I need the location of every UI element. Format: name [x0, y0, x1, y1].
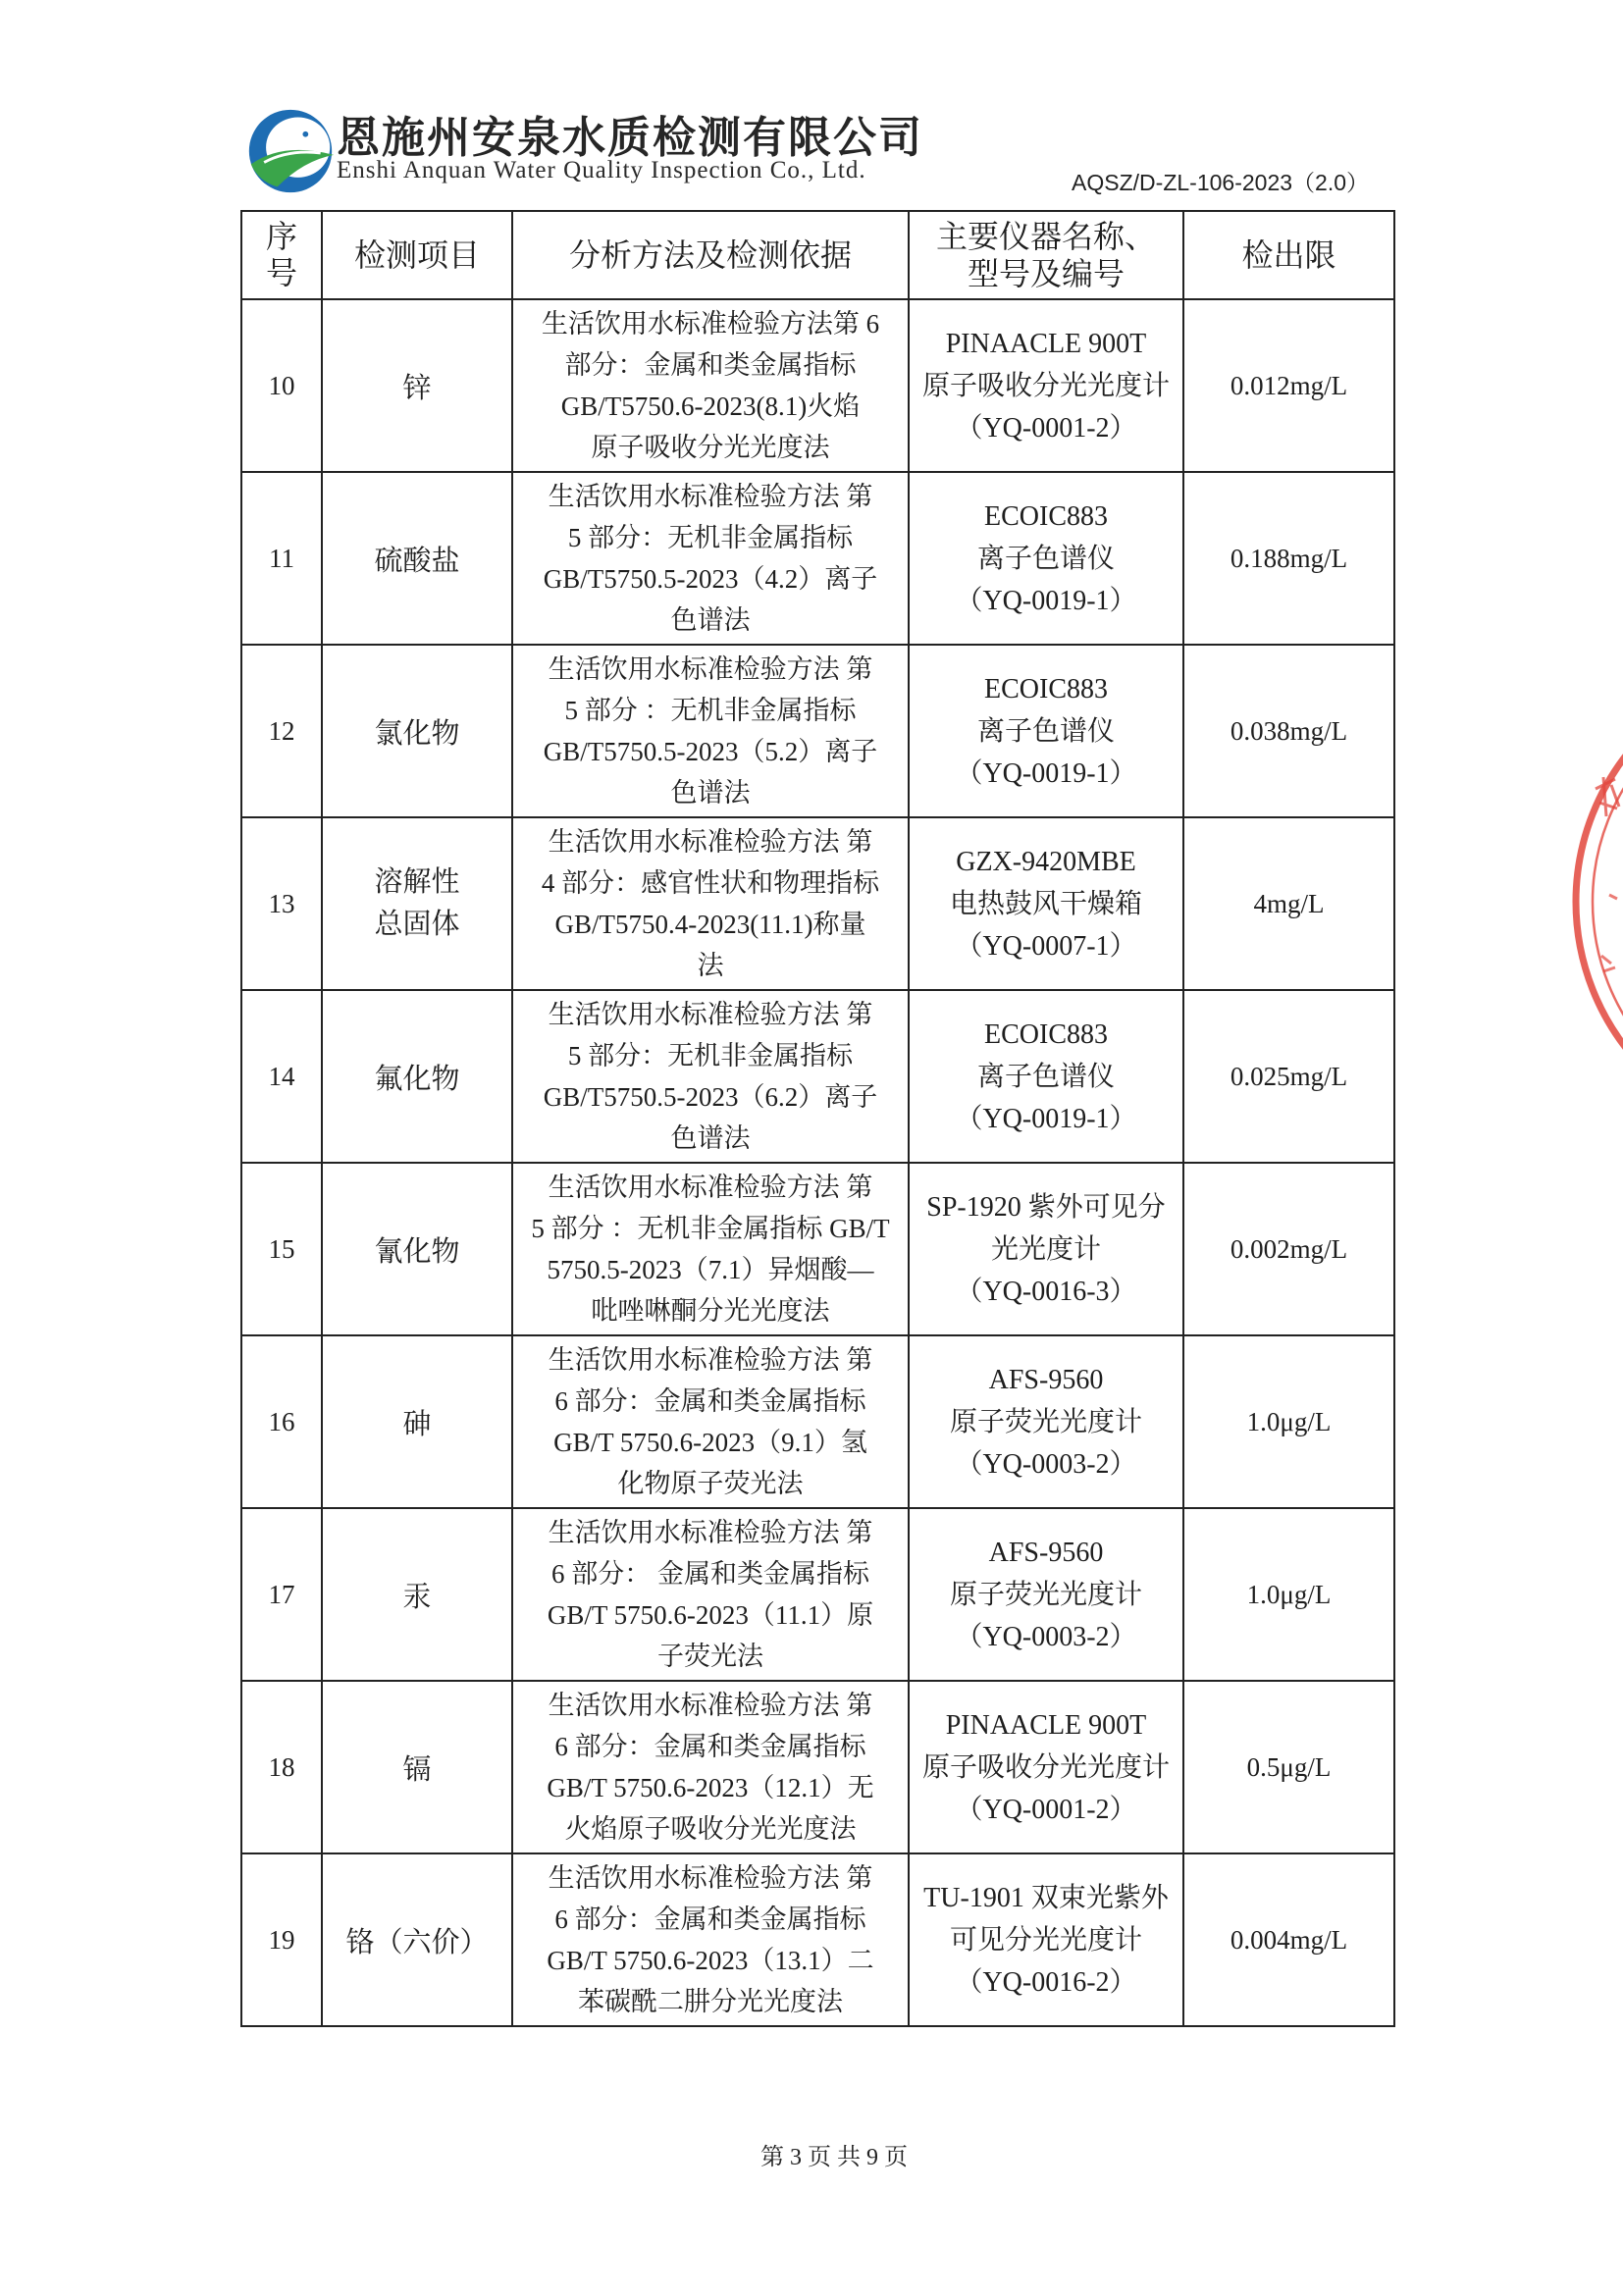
method-line: 吡唑啉酮分光光度法	[591, 1296, 830, 1326]
table-row	[241, 1335, 1394, 1508]
test-item: 镉	[322, 1681, 512, 1853]
test-item: 砷	[322, 1335, 512, 1508]
test-item: 铬（六价）	[322, 1853, 512, 2026]
company-name-cn: 恩施州安泉水质检测有限公司	[337, 113, 923, 163]
method-line: 火焰原子吸收分光光度法	[564, 1814, 857, 1844]
detection-limit: 0.004mg/L	[1183, 1853, 1394, 2026]
method-line: GB/T 5750.6-2023（11.1）原	[547, 1600, 874, 1630]
column-header-item: 检测项目	[322, 211, 512, 299]
instrument-model: SP-1920 紫外可见分	[926, 1191, 1166, 1223]
row-number: 13	[241, 817, 322, 990]
method-line: GB/T 5750.6-2023（12.1）无	[547, 1773, 874, 1802]
row-number: 12	[241, 645, 322, 817]
method-cell	[512, 299, 909, 472]
detection-limit: 0.012mg/L	[1183, 299, 1394, 472]
row-number: 14	[241, 990, 322, 1163]
instrument-model: PINAACLE 900T	[945, 1709, 1147, 1741]
table-header-row	[241, 211, 1394, 299]
instrument-name: 原子荧光光度计	[949, 1579, 1142, 1610]
method-line: 生活饮用水标准检验方法 第	[548, 482, 873, 511]
instrument-id: （YQ-0019-1）	[955, 1103, 1137, 1134]
table-row	[241, 1681, 1394, 1853]
table-row	[241, 1163, 1394, 1335]
detection-limit: 1.0μg/L	[1183, 1508, 1394, 1681]
row-number: 17	[241, 1508, 322, 1681]
instrument-name: 原子吸收分光光度计	[921, 1751, 1170, 1783]
instrument-model: ECOIC883	[984, 1018, 1108, 1050]
method-line: 5 部分：无机非金属指标	[567, 1041, 854, 1070]
instrument-name: 光光度计	[990, 1233, 1101, 1265]
document-code: AQSZ/D-ZL-106-2023（2.0）	[1072, 170, 1369, 195]
method-line: 化物原子荧光法	[617, 1469, 804, 1498]
column-header-instrument-label: 主要仪器名称、型号及编号	[935, 218, 1156, 291]
instrument-name: 离子色谱仪	[976, 1061, 1115, 1092]
instrument-cell	[909, 1853, 1183, 2026]
instrument-id: （YQ-0016-2）	[955, 1966, 1137, 1998]
method-line: 生活饮用水标准检验方法 第	[548, 1345, 873, 1375]
company-name-en: Enshi Anquan Water Quality Inspection Co., Ltd.	[337, 157, 866, 183]
instrument-cell	[909, 1681, 1183, 1853]
test-item: 氰化物	[322, 1163, 512, 1335]
instrument-cell	[909, 645, 1183, 817]
detection-limit: 0.038mg/L	[1183, 645, 1394, 817]
row-number: 11	[241, 472, 322, 645]
method-line: 5 部分 ：无机非金属指标 GB/T	[531, 1214, 890, 1243]
table-row	[241, 1508, 1394, 1681]
method-cell	[512, 1163, 909, 1335]
instrument-cell	[909, 1508, 1183, 1681]
page-number: 第 3 页 共 9 页	[760, 2145, 908, 2170]
method-line: 5 部分 ：无机非金属指标	[564, 696, 857, 725]
column-header-instrument	[909, 211, 1183, 299]
table-row	[241, 817, 1394, 990]
instrument-id: （YQ-0016-3）	[955, 1276, 1137, 1307]
method-line: 子荧光法	[657, 1642, 763, 1671]
row-number: 19	[241, 1853, 322, 2026]
row-number: 10	[241, 299, 322, 472]
row-number: 16	[241, 1335, 322, 1508]
detection-limit: 0.5μg/L	[1183, 1681, 1394, 1853]
instrument-name: 原子吸收分光光度计	[921, 370, 1170, 401]
method-line: GB/T 5750.6-2023（9.1）氢	[553, 1428, 867, 1457]
table-row	[241, 1853, 1394, 2026]
method-cell	[512, 1681, 909, 1853]
method-line: 原子吸收分光光度法	[591, 433, 830, 462]
method-line: 部分：金属和类金属指标	[564, 350, 857, 380]
row-number: 15	[241, 1163, 322, 1335]
method-line: GB/T 5750.6-2023（13.1）二	[547, 1946, 874, 1975]
method-line: 色谱法	[670, 1123, 751, 1153]
instrument-model: ECOIC883	[984, 500, 1108, 532]
method-cell	[512, 1335, 909, 1508]
method-line: GB/T5750.5-2023（6.2）离子	[543, 1082, 878, 1112]
detection-limit: 0.025mg/L	[1183, 990, 1394, 1163]
instrument-model: PINAACLE 900T	[945, 328, 1147, 359]
method-line: 生活饮用水标准检验方法第 6	[541, 309, 880, 339]
column-header-limit: 检出限	[1183, 211, 1394, 299]
method-cell	[512, 990, 909, 1163]
test-item-label: 溶解性总固体	[374, 865, 460, 940]
instrument-model: AFS-9560	[988, 1537, 1104, 1568]
column-header-no	[241, 211, 322, 299]
method-line: 色谱法	[670, 605, 751, 635]
table-row	[241, 472, 1394, 645]
instrument-cell	[909, 472, 1183, 645]
method-line: 6 部分：金属和类金属指标	[554, 1905, 866, 1934]
instrument-name: 原子荧光光度计	[949, 1406, 1142, 1437]
instrument-model: ECOIC883	[984, 673, 1108, 704]
instrument-id: （YQ-0019-1）	[955, 757, 1137, 789]
method-line: 5 部分：无机非金属指标	[567, 523, 854, 552]
instrument-cell	[909, 299, 1183, 472]
method-line: 生活饮用水标准检验方法 第	[548, 654, 873, 684]
method-line: 生活饮用水标准检验方法 第	[548, 1173, 873, 1202]
method-line: 生活饮用水标准检验方法 第	[548, 1000, 873, 1029]
test-item: 氯化物	[322, 645, 512, 817]
instrument-cell	[909, 990, 1183, 1163]
table-row	[241, 990, 1394, 1163]
instrument-name: 离子色谱仪	[976, 543, 1115, 574]
test-item: 锌	[322, 299, 512, 472]
instrument-model: TU-1901 双束光紫外	[923, 1882, 1169, 1913]
test-item: 氟化物	[322, 990, 512, 1163]
row-number: 18	[241, 1681, 322, 1853]
column-header-no-label: 序号	[265, 218, 297, 290]
instrument-id: （YQ-0001-2）	[955, 412, 1137, 444]
instrument-id: （YQ-0003-2）	[955, 1621, 1137, 1652]
method-line: 5750.5-2023（7.1）异烟酸—	[547, 1255, 874, 1284]
test-item: 硫酸盐	[322, 472, 512, 645]
method-cell	[512, 472, 909, 645]
table-row	[241, 645, 1394, 817]
test-item	[322, 817, 512, 990]
method-line: 6 部分：金属和类金属指标	[554, 1386, 866, 1416]
instrument-id: （YQ-0019-1）	[955, 585, 1137, 616]
method-line: GB/T5750.4-2023(11.1)称量	[554, 910, 866, 939]
detection-limit: 0.002mg/L	[1183, 1163, 1394, 1335]
method-line: GB/T5750.5-2023（4.2）离子	[543, 564, 878, 594]
red-seal-fragment	[1531, 687, 1623, 1119]
method-line: 色谱法	[670, 778, 751, 808]
instrument-id: （YQ-0007-1）	[955, 930, 1137, 962]
method-line: GB/T5750.5-2023（5.2）离子	[543, 737, 878, 766]
method-cell	[512, 1508, 909, 1681]
instrument-name: 电热鼓风干燥箱	[949, 888, 1142, 919]
method-line: 生活饮用水标准检验方法 第	[548, 827, 873, 857]
method-cell	[512, 1853, 909, 2026]
method-line: 6 部分：金属和类金属指标	[554, 1732, 866, 1761]
detection-limit: 0.188mg/L	[1183, 472, 1394, 645]
method-line: 苯碳酰二肼分光光度法	[578, 1987, 843, 2016]
table-row	[241, 299, 1394, 472]
method-cell	[512, 817, 909, 990]
method-line: 生活饮用水标准检验方法 第	[548, 1691, 873, 1720]
instrument-model: GZX-9420MBE	[956, 846, 1136, 877]
test-item: 汞	[322, 1508, 512, 1681]
instrument-cell	[909, 1335, 1183, 1508]
method-line: 生活饮用水标准检验方法 第	[548, 1518, 873, 1547]
instrument-cell	[909, 1163, 1183, 1335]
method-line: 6 部分： 金属和类金属指标	[551, 1559, 869, 1589]
instrument-name: 离子色谱仪	[976, 715, 1115, 747]
method-line: 法	[697, 951, 724, 980]
instrument-cell	[909, 817, 1183, 990]
column-header-method: 分析方法及检测依据	[512, 211, 909, 299]
test-method-table	[240, 210, 1395, 2027]
method-line: GB/T5750.6-2023(8.1)火焰	[560, 391, 861, 421]
method-line: 4 部分：感官性状和物理指标	[541, 868, 880, 898]
method-cell	[512, 645, 909, 817]
instrument-id: （YQ-0001-2）	[955, 1794, 1137, 1825]
detection-limit: 4mg/L	[1183, 817, 1394, 990]
instrument-name: 可见分光光度计	[949, 1924, 1142, 1956]
method-line: 生活饮用水标准检验方法 第	[548, 1863, 873, 1893]
instrument-id: （YQ-0003-2）	[955, 1448, 1137, 1480]
company-logo	[245, 106, 336, 196]
detection-limit: 1.0μg/L	[1183, 1335, 1394, 1508]
instrument-model: AFS-9560	[988, 1364, 1104, 1395]
